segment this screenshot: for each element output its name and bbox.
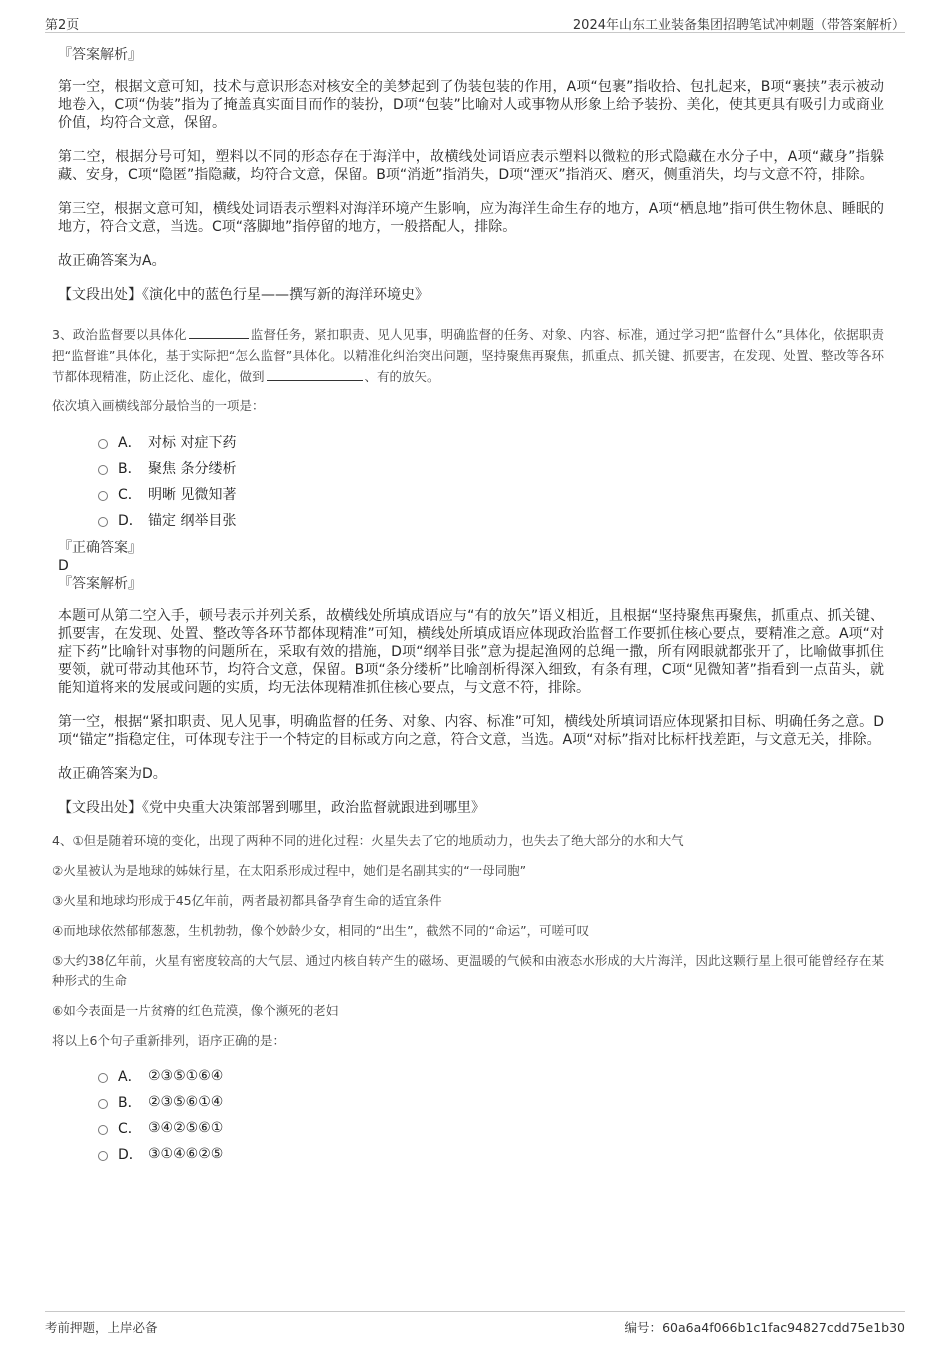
option-b[interactable]: B． ②③⑤⑥①④ — [98, 1089, 884, 1115]
document-body — [52, 46, 884, 1173]
sentence-item: 4、①但是随着环境的变化，出现了两种不同的进化过程：火星失去了它的地质动力，也失去了绝大部分的水和大气 — [52, 833, 684, 848]
sentence-item: ②火星被认为是地球的姊妹行星，在太阳系形成过程中，她们是名副其实的“一母同胞” — [52, 863, 527, 878]
analysis-paragraph: 第二空，根据分号可知，塑料以不同的形态存在于海洋中，故横线处词语应表示塑料以微粒的形式隐藏在水分子中，A项“藏身”指躲藏、安身，C项“隐匿”指隐藏，均符合文意，保留。B项“消逝”指消失，D项“湮灭”指消灭、磨灭，侧重消失，均与文意不符，排除。 — [58, 149, 884, 183]
passage-source: 【文段出处】《演化中的蓝色行星——撰写新的海洋环境史》 — [58, 287, 429, 303]
radio-button[interactable] — [98, 439, 108, 449]
radio-button[interactable] — [98, 465, 108, 475]
radio-button[interactable] — [98, 1073, 108, 1083]
footer-slogan: 考前押题，上岸必备 — [45, 1320, 158, 1335]
option-list — [98, 429, 884, 533]
page-header — [45, 12, 905, 33]
option-b[interactable]: B． 聚焦 条分缕析 — [98, 455, 884, 481]
analysis-paragraph: 本题可从第二空入手，顿号表示并列关系，故横线处所填成语应与“有的放矢”语义相近，且根据“坚持聚焦再聚焦，抓重点、抓关键、抓要害，在发现、处置、整改等各环节都体现精准”可知，横线处所填成语应体现政治监督工作要抓住核心要点，要精准之意。A项“对症下药”比喻针对事物的问题所在，采取有效的措施，D项“纲举目张”意为提起渔网的总绳一撒，所有网眼就都张开了，比喻做事抓住要领，就可带动其他环节，均符合文意，保留。B项“条分缕析”比喻剖析得深入细致，有条有理，C项“见微知著”指看到一点苗头，就能知道将来的发展或问题的实质，均无法体现精准抓住核心要点，与文意不符，排除。 — [58, 608, 884, 696]
option-a[interactable]: A． ②③⑤①⑥④ — [98, 1063, 884, 1089]
sentence-item: ⑥如今表面是一片贫瘠的红色荒漠，像个濒死的老妇 — [52, 1003, 339, 1018]
radio-button[interactable] — [98, 1099, 108, 1109]
document-title: 2024年山东工业装备集团招聘笔试冲刺题（带答案解析） — [572, 18, 905, 33]
radio-button[interactable] — [98, 517, 108, 527]
sentence-item: ④而地球依然郁郁葱葱，生机勃勃，像个妙龄少女，相同的“出生”，截然不同的“命运”，可嗟可叹 — [52, 923, 590, 938]
option-list — [98, 1063, 884, 1167]
sentence-item: ⑤大约38亿年前，火星有密度较高的大气层、通过内核自转产生的磁场、更温暖的气候和由液态水形成的大片海洋，因此这颗行星上很可能曾经存在某种形式的生命 — [52, 953, 884, 988]
fill-blank — [189, 326, 249, 339]
document-code-value: 60a6a4f066b1c1fac94827cdd75e1b30 — [662, 1320, 905, 1335]
question-stem-part: 监督任务，紧扣职责、见人见事，明确监督的任务、对象、内容、标准，通过学习把“监督什么”具体化，依据职责把“监督谁”具体化，基于实际把“怎么监督”具体化。以精准化纠治突出问题，坚持聚焦再聚焦，抓重点、抓关键、抓要害，在发现、处置、整改等各环节都体现精准，防止泛化、虚化，做到 — [52, 327, 884, 384]
option-c[interactable]: C． ③④②⑤⑥① — [98, 1115, 884, 1141]
correct-answer-statement: 故正确答案为A。 — [58, 253, 166, 269]
correct-answer-label: 『正确答案』 — [58, 540, 142, 556]
analysis-paragraph: 第一空，根据文意可知，技术与意识形态对核安全的美梦起到了伪装包装的作用，A项“包裹”指收拾、包扎起来，B项“裹挟”表示被动地卷入，C项“伪装”指为了掩盖真实面目而作的装扮，D项“包装”比喻对人或事物从形象上给予装扮、美化，使其更具有吸引力或商业价值，均符合文意，保留。 — [58, 79, 884, 131]
correct-answer-statement: 故正确答案为D。 — [58, 766, 167, 782]
page-number: 第2页 — [45, 18, 80, 33]
question-stem — [52, 324, 884, 387]
radio-button[interactable] — [98, 491, 108, 501]
correct-answer: D — [58, 558, 69, 574]
analysis-label: 『答案解析』 — [58, 47, 142, 63]
option-a[interactable]: A． 对标 对症下药 — [98, 429, 884, 455]
sentence-item: ③火星和地球均形成于45亿年前，两者最初都具备孕育生命的适宜条件 — [52, 893, 442, 908]
analysis-paragraph: 第三空，根据文意可知，横线处词语表示塑料对海洋环境产生影响，应为海洋生命生存的地方，A项“栖息地”指可供生物休息、睡眠的地方，符合文意，当选。C项“落脚地”指停留的地方，一般搭配人，排除。 — [58, 201, 884, 235]
option-d[interactable]: D． 锚定 纲举目张 — [98, 507, 884, 533]
question-stem-part: 3、政治监督要以具体化 — [52, 327, 187, 342]
option-d[interactable]: D． ③①④⑥②⑤ — [98, 1141, 884, 1167]
analysis-paragraph: 第一空，根据“紧扣职责、见人见事，明确监督的任务、对象、内容、标准”可知，横线处所填词语应体现紧扣目标、明确任务之意。D项“锚定”指稳定住，可体现专注于一个特定的目标或方向之意，符合文意，当选。A项“对标”指对比标杆找差距，与文意无关，排除。 — [58, 714, 884, 748]
question-instruction: 依次填入画横线部分最恰当的一项是： — [52, 398, 265, 413]
option-c[interactable]: C． 明晰 见微知著 — [98, 481, 884, 507]
radio-button[interactable] — [98, 1151, 108, 1161]
passage-source: 【文段出处】《党中央重大决策部署到哪里，政治监督就跟进到哪里》 — [58, 800, 485, 816]
radio-button[interactable] — [98, 1125, 108, 1135]
fill-blank — [267, 368, 363, 381]
question-instruction: 将以上6个句子重新排列，语序正确的是： — [52, 1033, 285, 1048]
question-stem-part: 、有的放矢。 — [364, 369, 440, 384]
document-code-label: 编号： — [624, 1320, 663, 1335]
analysis-label: 『答案解析』 — [58, 576, 142, 592]
page-footer — [45, 1311, 905, 1336]
document-code — [625, 1318, 905, 1336]
